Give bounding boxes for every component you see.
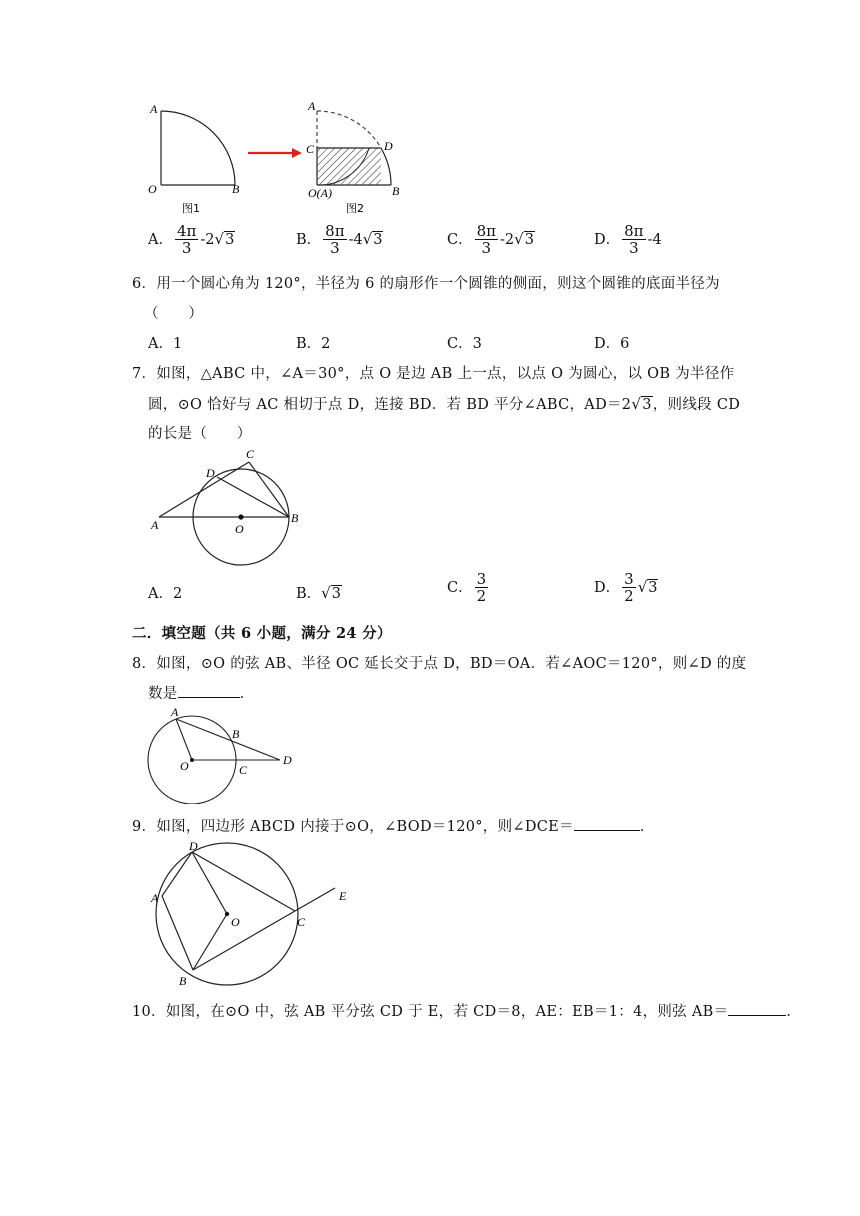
q10-line1-main: 10．如图，在⊙O 中，弦 AB 平分弦 CD 于 E，若 CD＝8，AE：EB＝1：4，则弦 AB＝ [132, 1004, 729, 1020]
option-letter: A． [148, 232, 173, 248]
q6-option-d: D．6 [594, 336, 630, 352]
option-letter: D． [594, 580, 621, 596]
option-tail: -2 [200, 232, 215, 248]
q5-fig1-caption: 图1 [182, 202, 200, 215]
q9-answer-blank[interactable] [574, 816, 640, 832]
q7-fig-label-O: O [235, 522, 244, 536]
q5-fig2-label-D: D [384, 139, 393, 153]
q5-fig2 [306, 99, 400, 215]
q8-text-line2 [148, 682, 254, 703]
q7-option-a: A．2 [148, 586, 183, 602]
q5-option-a: A． $\frac{4\pi}{3}$ -2√3 [148, 222, 235, 257]
q7-text-line1: 7．如图，△ABC 中，∠A＝30°，点 O 是边 AB 上一点，以点 O 为圆心，以 OB 为半径作 [132, 366, 735, 382]
q5-option-c: C． $\frac{8\pi}{3}$ -2√3 [447, 222, 534, 257]
q8-fig-label-D: D [283, 753, 292, 767]
fraction-numerator: 8π [325, 222, 345, 240]
q10-line1-end: ． [786, 1004, 802, 1020]
q7-option-d: D． $\frac{3}{2}$ √3 [594, 570, 658, 605]
q9-fig-label-C: C [297, 915, 306, 929]
q6-option-b: B．2 [296, 336, 331, 352]
option-tail: -4 [348, 232, 363, 248]
q7-option-b: B．√3 [296, 584, 341, 602]
q8-text-line1: 8．如图，⊙O 的弦 AB、半径 OC 延长交于点 D，BD＝OA．若∠AOC＝120°，则∠D 的度 [132, 656, 747, 672]
fraction-denominator: 3 [330, 239, 340, 257]
q7-option-c [447, 572, 490, 604]
q8-fig-label-C: C [239, 763, 248, 777]
q8-line2-end: ． [239, 686, 255, 702]
q6-option-c: C．3 [447, 336, 482, 352]
radicand: 3 [373, 232, 383, 248]
q5-fig1 [148, 102, 240, 215]
option-letter: C． [447, 580, 473, 596]
q5-fig2-label-A: A [308, 99, 316, 113]
q9-text-line1 [132, 815, 655, 836]
q7-fig-label-B: B [291, 511, 299, 525]
q5-option-b: B． $\frac{8\pi}{3}$ -4√3 [296, 222, 383, 257]
q9-line1-end: ． [639, 819, 655, 835]
q9-fig-label-D: D [189, 839, 198, 853]
q10-answer-blank[interactable] [728, 1001, 786, 1017]
q6-option-a: A．1 [148, 336, 183, 352]
option-letter: C． [447, 232, 473, 248]
q8-fig-label-O: O [180, 759, 189, 773]
q7-line2-main: 圆，⊙O 恰好与 AC 相切于点 D，连接 BD．若 BD 平分∠ABC，AD＝2 [148, 397, 632, 413]
radicand: 3 [642, 397, 652, 413]
q7-fig-label-A: A [151, 518, 159, 532]
q9-fig-label-O: O [231, 915, 240, 929]
fraction-denominator: 2 [624, 587, 634, 605]
fraction-denominator: 3 [629, 239, 639, 257]
q5-fig1-label-O: O [148, 182, 157, 196]
fraction-numerator: 3 [476, 570, 487, 588]
q9-figure [145, 836, 360, 990]
radicand: 3 [524, 232, 534, 248]
q7-figure [145, 444, 315, 566]
q9-fig-label-B: B [179, 974, 187, 988]
radicand: 3 [331, 586, 341, 602]
fraction-denominator: 3 [481, 239, 492, 257]
q5-fig1-label-A: A [150, 102, 158, 116]
section-heading-fill-in: 二．填空题（共 6 小题，满分 24 分） [132, 625, 392, 642]
q8-fig-label-A: A [171, 705, 179, 719]
fraction-numerator: 8π [476, 222, 497, 240]
q5-fig2-caption: 图2 [346, 202, 364, 215]
q5-fig1-label-B: B [232, 182, 240, 196]
q8-line2-main: 数是 [148, 686, 178, 702]
fraction-numerator: 3 [624, 570, 634, 588]
option-letter: B． [296, 232, 322, 248]
q5-figure [140, 95, 430, 220]
q7-fig-label-D: D [206, 466, 215, 480]
q6-text-line1: 6．用一个圆心角为 120°，半径为 6 的扇形作一个圆锥的侧面，则这个圆锥的底面半径为 [132, 276, 720, 292]
option-tail: -4 [647, 232, 662, 248]
q9-fig-label-A: A [151, 891, 159, 905]
q9-line1-main: 9．如图，四边形 ABCD 内接于⊙O，∠BOD＝120°，则∠DCE＝ [132, 819, 574, 835]
q8-figure [145, 704, 305, 804]
fraction-denominator: 3 [181, 239, 192, 257]
q5-fig2-label-C: C [306, 142, 315, 156]
q8-answer-blank[interactable] [178, 683, 240, 699]
q5-option-d [594, 224, 662, 256]
q7-text-line2: 圆，⊙O 恰好与 AC 相切于点 D，连接 BD．若 BD 平分∠ABC，AD＝2√3，则线段 CD [148, 395, 741, 413]
fraction-numerator: 8π [624, 222, 644, 240]
fraction-numerator: 4π [176, 222, 197, 240]
q5-red-arrow [248, 148, 302, 158]
q7-fig-label-C: C [246, 447, 255, 461]
radicand: 3 [648, 580, 658, 596]
option-tail: -2 [500, 232, 515, 248]
radicand: 3 [225, 232, 235, 248]
q9-fig-label-E: E [339, 889, 347, 903]
fraction-denominator: 2 [476, 587, 487, 605]
q5-fig2-label-OA: O(A) [308, 186, 332, 200]
option-letter: D． [594, 232, 621, 248]
q7-text-line3: 的长是（ ） [148, 426, 252, 442]
q5-fig2-label-B: B [392, 184, 400, 198]
q10-text-line1 [132, 1000, 801, 1021]
q7-line2-tail: ，则线段 CD [652, 397, 741, 413]
q8-fig-label-B: B [232, 727, 240, 741]
option-letter: B． [296, 586, 322, 602]
q6-text-line2: （ ） [144, 306, 204, 322]
